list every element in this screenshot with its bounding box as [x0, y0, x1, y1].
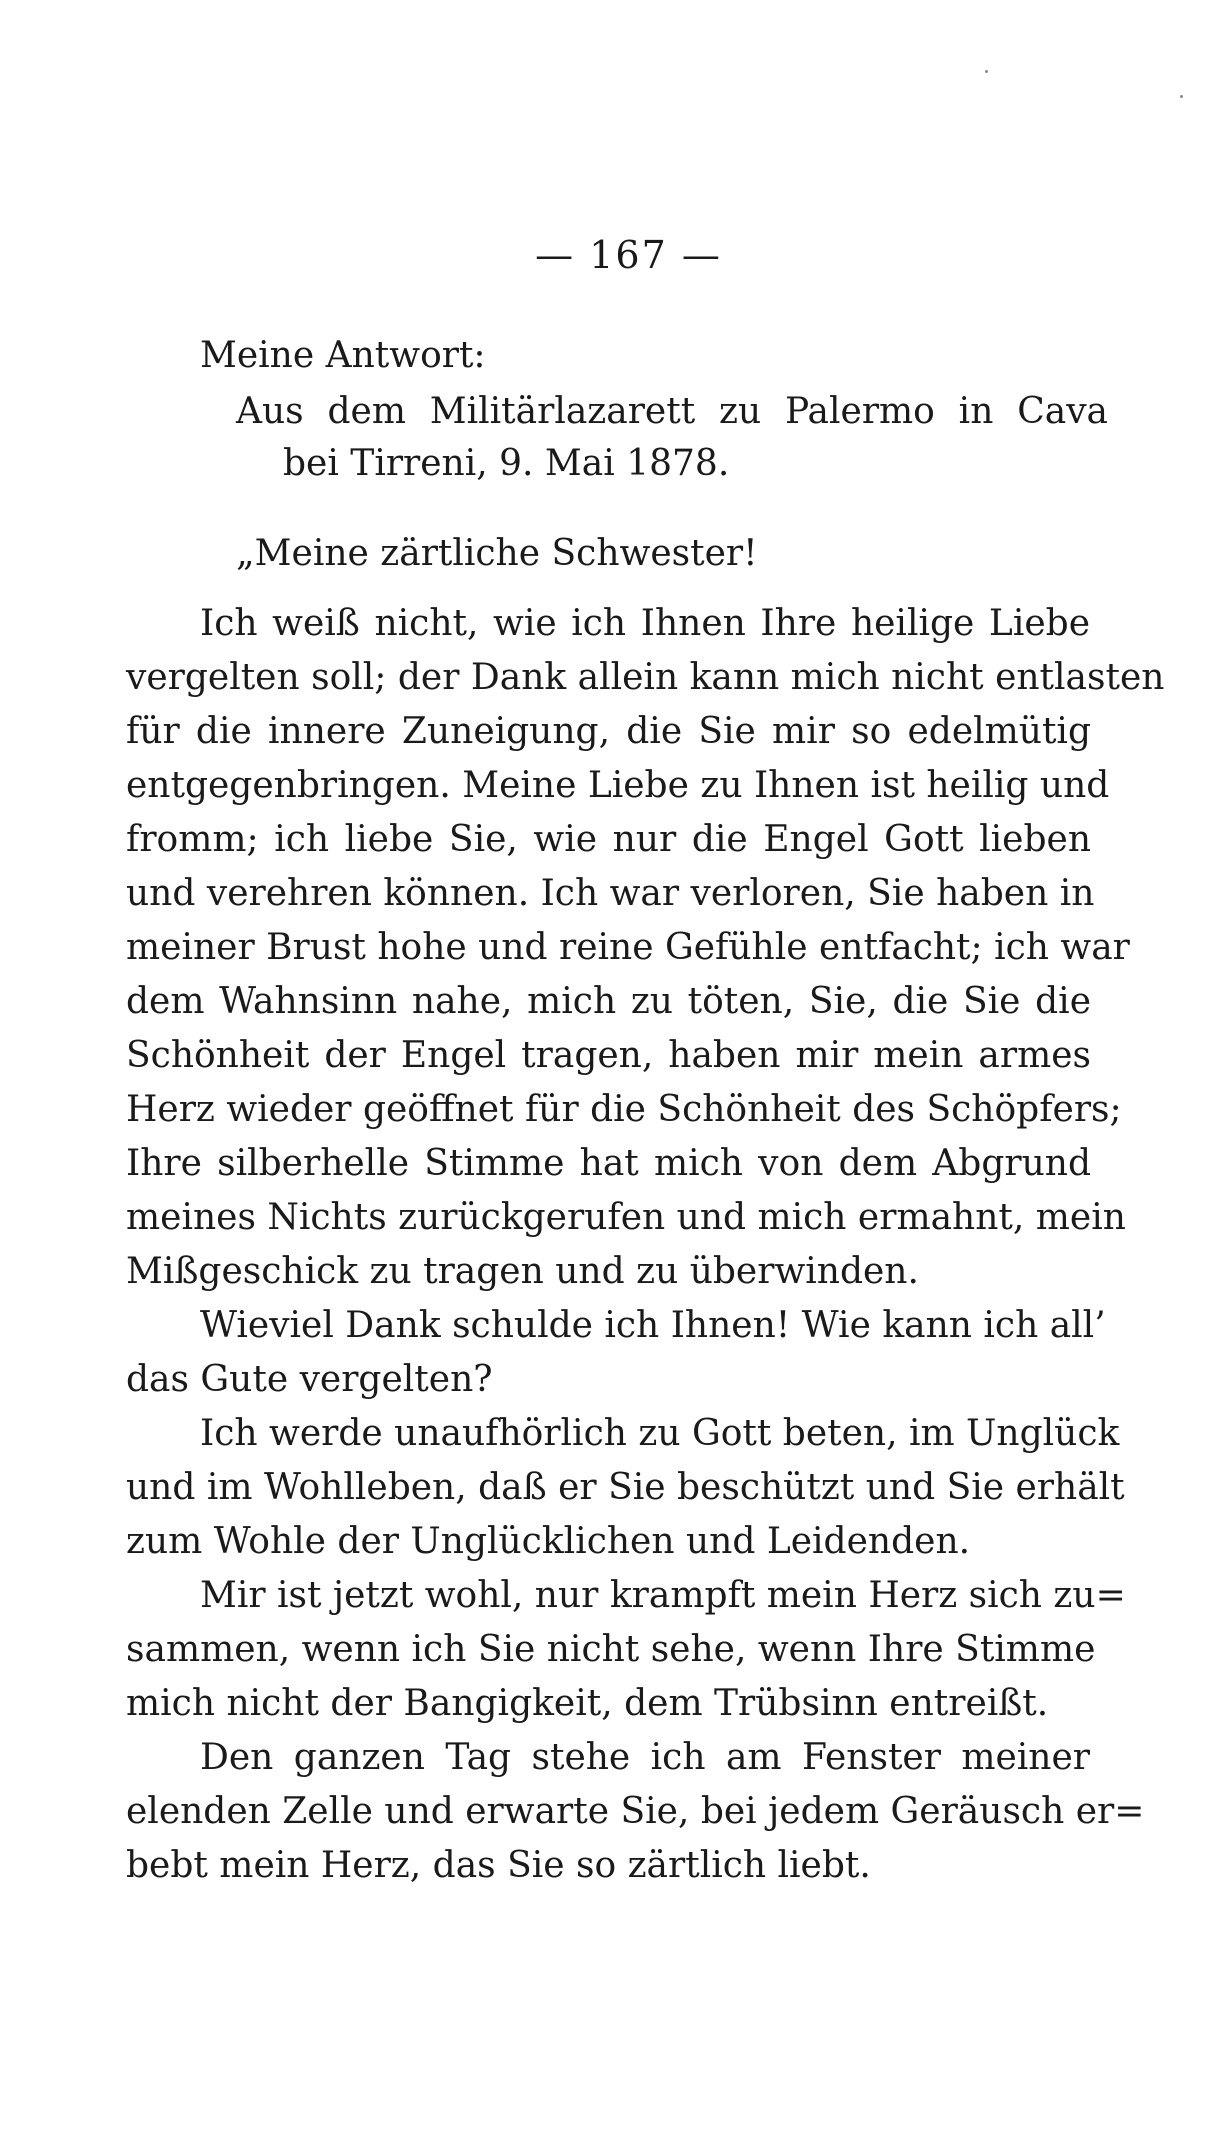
body-line: Herz wieder geöffnet für die Schönheit des Schöpfers;	[126, 1089, 1122, 1130]
reply-heading: Meine Antwort:	[200, 335, 486, 376]
body-line: und verehren können. Ich war verloren, Sie haben in	[126, 873, 1095, 914]
body-line: Mir ist jetzt wohl, nur krampft mein Herz sich zu=	[200, 1575, 1126, 1616]
location-line-1: Aus dem Militärlazarett zu Palermo in Cava	[236, 391, 1108, 432]
body-line: Den ganzen Tag stehe ich am Fenster meiner	[200, 1737, 1090, 1778]
body-line: Ich werde unaufhörlich zu Gott beten, im Unglück	[200, 1413, 1120, 1454]
body-line: Ich weiß nicht, wie ich Ihnen Ihre heilige Liebe	[200, 603, 1090, 644]
body-line: vergelten soll; der Dank allein kann mich nicht entlasten	[126, 657, 1165, 698]
body-line: das Gute vergelten?	[126, 1359, 493, 1400]
body-line: und im Wohlleben, daß er Sie beschützt und Sie erhält	[126, 1467, 1125, 1508]
body-line: mich nicht der Bangigkeit, dem Trübsinn entreißt.	[126, 1683, 1049, 1724]
body-line: bebt mein Herz, das Sie so zärtlich liebt.	[126, 1845, 871, 1886]
body-line: sammen, wenn ich Sie nicht sehe, wenn Ihre Stimme	[126, 1629, 1096, 1670]
body-line: dem Wahnsinn nahe, mich zu töten, Sie, die Sie die	[126, 981, 1091, 1022]
body-line: fromm; ich liebe Sie, wie nur die Engel Gott lieben	[126, 819, 1091, 860]
scan-speck	[985, 70, 988, 73]
body-line: Schönheit der Engel tragen, haben mir mein armes	[126, 1035, 1091, 1076]
body-line: für die innere Zuneigung, die Sie mir so edelmütig	[126, 711, 1091, 752]
location-line-2: bei Tirreni, 9. Mai 1878.	[283, 443, 730, 484]
salutation: „Meine zärtliche Schwester!	[236, 533, 758, 574]
body-line: Wieviel Dank schulde ich Ihnen! Wie kann ich all’	[200, 1305, 1106, 1346]
body-line: meiner Brust hohe und reine Gefühle entfacht; ich war	[126, 927, 1130, 968]
body-line: entgegenbringen. Meine Liebe zu Ihnen ist heilig und	[126, 765, 1110, 806]
scan-speck	[1180, 95, 1183, 98]
body-line: zum Wohle der Unglücklichen und Leidenden.	[126, 1521, 971, 1562]
page-number: — 167 —	[535, 233, 722, 277]
body-line: meines Nichts zurückgerufen und mich ermahnt, mein	[126, 1197, 1126, 1238]
body-line: Ihre silberhelle Stimme hat mich von dem Abgrund	[126, 1143, 1091, 1184]
body-line: elenden Zelle und erwarte Sie, bei jedem Geräusch er=	[126, 1791, 1145, 1832]
body-line: Mißgeschick zu tragen und zu überwinden.	[126, 1251, 919, 1292]
